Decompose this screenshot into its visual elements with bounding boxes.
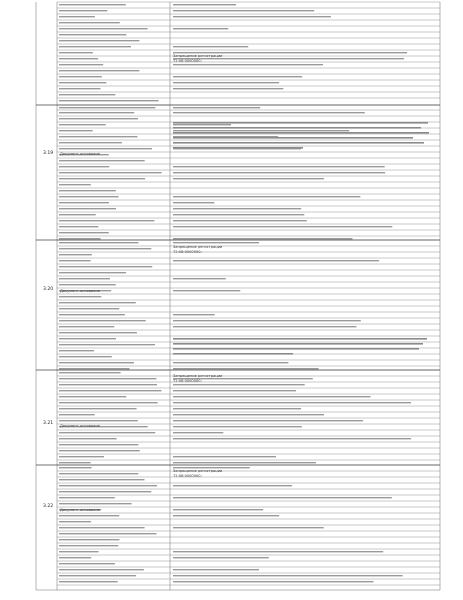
section-number-3-20: 3.20 [43, 287, 54, 292]
value-text-stroke [173, 485, 292, 486]
label-text-stroke [59, 58, 98, 59]
label-text-stroke [59, 64, 103, 65]
value-text-stroke [173, 112, 365, 113]
value-text-stroke [173, 497, 392, 498]
label-text-stroke [59, 82, 106, 83]
label-text-stroke [59, 467, 92, 468]
label-text-stroke [59, 497, 115, 498]
label-text-stroke [59, 332, 137, 333]
label-text-stroke [59, 539, 119, 540]
value-text-stroke [173, 581, 374, 582]
label-text-stroke [59, 172, 162, 173]
registration-number: 72:08:0000000: [173, 250, 202, 254]
value-text-stroke [173, 76, 302, 77]
restriction-kind: Запрещение регистрации [173, 245, 223, 249]
label-text-stroke [59, 384, 157, 385]
label-text-stroke [59, 479, 145, 480]
label-text-stroke [59, 148, 152, 149]
label-text-stroke [59, 414, 95, 415]
basis-document-label: Документ-основание [60, 508, 100, 512]
section-number-3-19: 3.19 [43, 151, 54, 156]
label-text-stroke [59, 438, 117, 439]
basis-document-text [173, 336, 435, 376]
label-text-stroke [59, 420, 138, 421]
label-text-stroke [59, 34, 126, 35]
label-text-stroke [59, 545, 118, 546]
section-number-3-22: 3.22 [43, 504, 54, 509]
label-text-stroke [59, 527, 145, 528]
value-text-stroke [173, 10, 314, 11]
value-text-stroke [173, 107, 260, 108]
value-text-stroke [173, 172, 385, 173]
restriction-kind: Запрещение регистрации [173, 54, 223, 58]
section-number-3-21: 3.21 [43, 421, 54, 426]
label-text-stroke [59, 202, 109, 203]
registration-number: 72:08:0000000: [173, 379, 202, 383]
label-text-stroke [59, 136, 138, 137]
label-text-stroke [59, 362, 134, 363]
value-text-stroke [173, 28, 228, 29]
label-text-stroke [59, 142, 122, 143]
value-text-stroke [173, 278, 226, 279]
label-text-stroke [59, 581, 118, 582]
value-text-stroke [173, 456, 276, 457]
label-text-stroke [59, 220, 154, 221]
label-text-stroke [59, 76, 102, 77]
label-text-stroke [59, 372, 121, 373]
value-text-stroke [173, 208, 301, 209]
value-text-stroke [173, 16, 331, 17]
registration-number: 72:08:0000000: [173, 59, 202, 63]
value-text-stroke [173, 557, 269, 558]
label-text-stroke [59, 450, 140, 451]
basis-document-text [173, 120, 435, 170]
value-text-stroke [173, 462, 316, 463]
label-text-stroke [59, 521, 91, 522]
label-text-stroke [59, 408, 137, 409]
label-text-stroke [59, 396, 126, 397]
label-text-stroke [59, 296, 101, 297]
label-text-stroke [59, 242, 139, 243]
label-text-stroke [59, 16, 95, 17]
value-text-stroke [173, 178, 324, 179]
label-text-stroke [59, 308, 119, 309]
label-text-stroke [59, 70, 139, 71]
label-text-stroke [59, 214, 96, 215]
label-text-stroke [59, 28, 148, 29]
label-text-stroke [59, 130, 93, 131]
label-text-stroke [59, 491, 151, 492]
label-text-stroke [59, 320, 146, 321]
value-text-stroke [173, 509, 263, 510]
label-text-stroke [59, 107, 155, 108]
label-text-stroke [59, 184, 91, 185]
label-text-stroke [59, 40, 139, 41]
label-text-stroke [59, 178, 145, 179]
label-text-stroke [59, 569, 144, 570]
value-text-stroke [173, 402, 411, 403]
label-text-stroke [59, 112, 134, 113]
label-text-stroke [59, 356, 112, 357]
value-text-stroke [173, 414, 324, 415]
label-text-stroke [59, 557, 91, 558]
label-text-stroke [59, 52, 93, 53]
label-text-stroke [59, 432, 155, 433]
label-text-stroke [59, 368, 130, 369]
value-text-stroke [173, 220, 307, 221]
value-text-stroke [173, 214, 304, 215]
label-text-stroke [59, 563, 115, 564]
label-text-stroke [59, 4, 126, 5]
value-text-stroke [173, 326, 356, 327]
value-text-stroke [173, 384, 305, 385]
value-text-stroke [173, 426, 302, 427]
label-text-stroke [59, 444, 138, 445]
label-text-stroke [59, 515, 119, 516]
label-text-stroke [59, 238, 101, 239]
basis-document-label: Документ-основание [60, 424, 100, 428]
restriction-kind: Запрещение регистрации [173, 374, 223, 378]
basis-document-label: Документ-основание [60, 152, 100, 156]
label-text-stroke [59, 22, 120, 23]
value-text-stroke [173, 238, 353, 239]
value-text-stroke [173, 390, 296, 391]
label-text-stroke [59, 94, 115, 95]
label-text-stroke [59, 326, 114, 327]
value-text-stroke [173, 569, 259, 570]
label-text-stroke [59, 575, 136, 576]
value-text-stroke [173, 396, 371, 397]
label-text-stroke [59, 314, 125, 315]
value-text-stroke [173, 242, 259, 243]
label-text-stroke [59, 226, 98, 227]
value-text-stroke [173, 4, 236, 5]
label-text-stroke [59, 248, 151, 249]
label-text-stroke [59, 160, 145, 161]
label-text-stroke [59, 196, 119, 197]
value-text-stroke [173, 64, 323, 65]
label-text-stroke [59, 302, 136, 303]
label-text-stroke [59, 88, 101, 89]
label-text-stroke [59, 260, 91, 261]
value-text-stroke [173, 320, 361, 321]
label-text-stroke [59, 272, 126, 273]
value-text-stroke [173, 290, 240, 291]
value-text-stroke [173, 408, 301, 409]
value-text-stroke [173, 260, 379, 261]
label-text-stroke [59, 124, 106, 125]
label-text-stroke [59, 254, 92, 255]
value-text-stroke [173, 551, 383, 552]
label-text-stroke [59, 390, 162, 391]
label-text-stroke [59, 190, 116, 191]
label-text-stroke [59, 378, 156, 379]
restriction-kind: Запрещение регистрации [173, 469, 223, 473]
value-text-stroke [173, 438, 411, 439]
label-text-stroke [59, 551, 99, 552]
label-text-stroke [59, 232, 109, 233]
registration-number: 72:08:0000000: [173, 474, 202, 478]
value-text-stroke [173, 46, 248, 47]
value-text-stroke [173, 527, 324, 528]
value-text-stroke [173, 314, 215, 315]
value-text-stroke [173, 432, 223, 433]
label-text-stroke [59, 462, 91, 463]
label-text-stroke [59, 284, 116, 285]
value-text-stroke [173, 515, 279, 516]
value-text-stroke [173, 202, 214, 203]
value-text-stroke [173, 88, 283, 89]
label-text-stroke [59, 344, 155, 345]
label-text-stroke [59, 338, 116, 339]
label-text-stroke [59, 533, 157, 534]
label-text-stroke [59, 10, 107, 11]
value-text-stroke [173, 196, 360, 197]
value-text-stroke [173, 420, 363, 421]
label-text-stroke [59, 456, 104, 457]
label-text-stroke [59, 402, 158, 403]
value-text-stroke [173, 575, 403, 576]
value-text-stroke [173, 226, 392, 227]
basis-document-label: Документ-основание [60, 289, 100, 293]
label-text-stroke [59, 278, 110, 279]
label-text-stroke [59, 118, 138, 119]
label-text-stroke [59, 473, 138, 474]
label-text-stroke [59, 100, 159, 101]
label-text-stroke [59, 503, 132, 504]
label-text-stroke [59, 350, 94, 351]
label-text-stroke [59, 485, 157, 486]
label-text-stroke [59, 46, 131, 47]
label-text-stroke [59, 266, 152, 267]
value-text-stroke [173, 82, 279, 83]
label-text-stroke [59, 166, 109, 167]
label-text-stroke [59, 208, 116, 209]
